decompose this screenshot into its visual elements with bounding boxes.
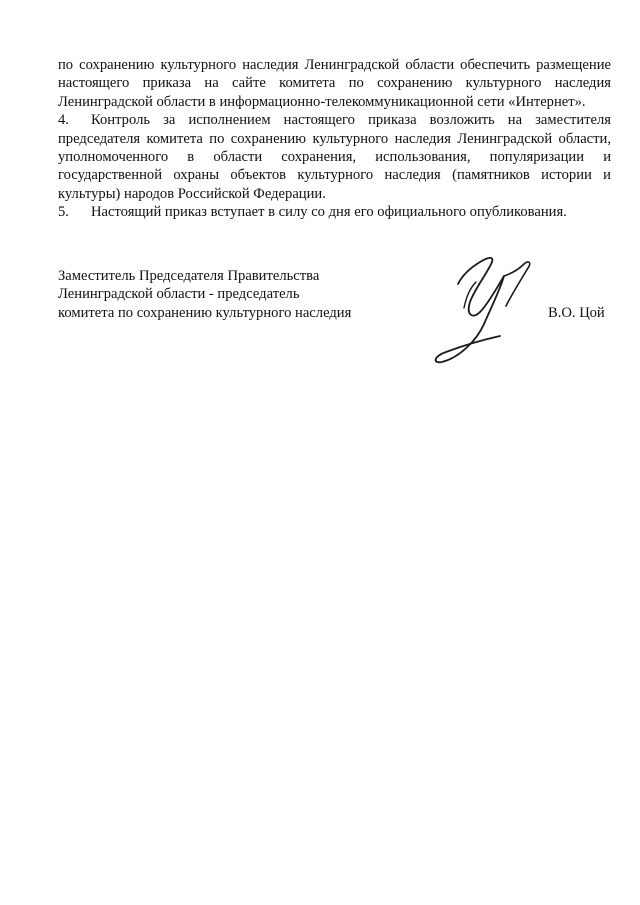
item-4-paragraph <box>58 111 611 203</box>
item-4-number: 4. <box>58 112 69 129</box>
signatory-name: В.О. Цой <box>548 305 605 321</box>
document-body <box>58 56 611 222</box>
handwritten-signature <box>428 246 548 374</box>
position-line-1: Заместитель Председателя Правительства <box>58 268 320 284</box>
position-line-2: Ленинградской области - председатель <box>58 286 300 303</box>
item-5-number: 5. <box>58 204 69 221</box>
position-line-3: комитета по сохранению культурного наследия <box>58 304 352 321</box>
item-5-paragraph <box>58 203 611 221</box>
item-4-text: Контроль за исполнением настоящего приказа возложить на заместителя председателя комитета по сохранению культурного наследия Ленинградской области, уполномоченного в области сохранения, использования, популяризации и государственной охраны объектов культурного наследия (памятников истории и культуры) народов Российской Федерации. <box>58 112 611 202</box>
continuation-paragraph: по сохранению культурного наследия Ленинградской области обеспечить размещение настоящего приказа на сайте комитета по сохранению культурного наследия Ленинградской области в информационно-телекоммуникационной сети «Интернет». <box>58 57 611 110</box>
item-5-text: Настоящий приказ вступает в силу со дня его официального опубликования. <box>91 204 567 221</box>
signatory-position <box>58 267 388 322</box>
